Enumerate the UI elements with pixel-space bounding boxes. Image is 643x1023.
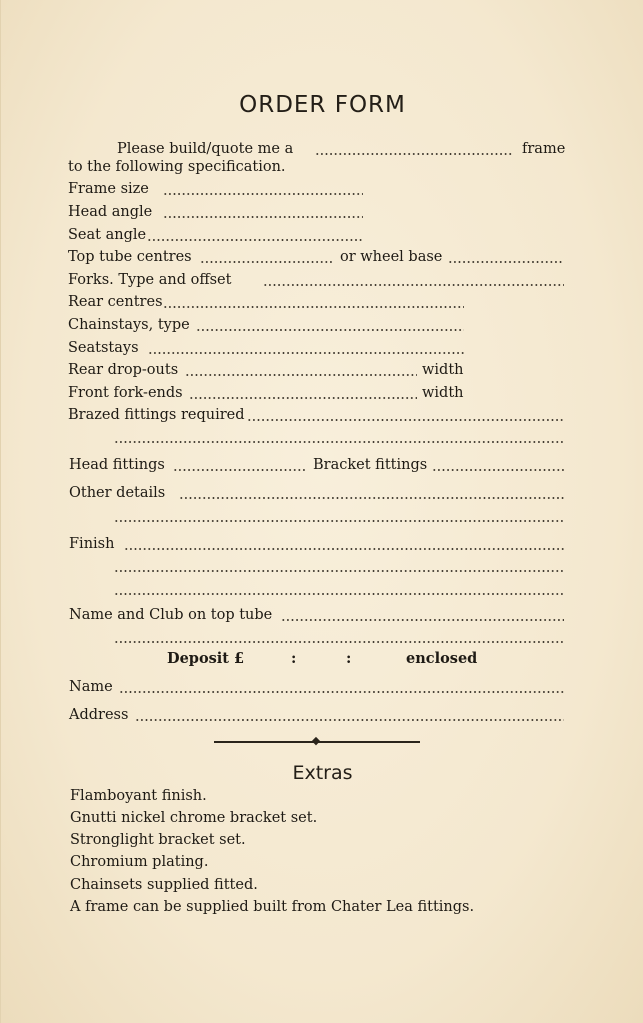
deposit-separator-2: :: [346, 650, 352, 667]
brazed-fittings-field[interactable]: [247, 419, 564, 421]
address-field[interactable]: [135, 719, 564, 721]
name-club-label: Name and Club on top tube: [69, 607, 273, 623]
frame-size-field[interactable]: [163, 193, 363, 195]
forks-label: Forks. Type and offset: [68, 272, 232, 288]
rear-dropouts-field[interactable]: [185, 374, 417, 376]
extras-item: A frame can be supplied built from Chater Lea fittings.: [70, 899, 475, 915]
extras-item: Flamboyant finish.: [70, 788, 207, 804]
rear-centres-label: Rear centres: [68, 294, 163, 310]
extras-item: Stronglight bracket set.: [70, 832, 246, 848]
head-fittings-label: Head fittings: [69, 457, 165, 473]
seatstays-field[interactable]: [148, 352, 464, 354]
extras-item: Chromium plating.: [70, 854, 209, 870]
front-fork-ends-width-label: width: [422, 385, 464, 401]
intro-prefix: Please build/quote me a: [117, 141, 294, 157]
deposit-separator-1: :: [291, 650, 297, 667]
head-angle-field[interactable]: [163, 216, 363, 218]
chainstays-field[interactable]: [196, 329, 464, 331]
bracket-fittings-label: Bracket fittings: [313, 457, 428, 473]
name-club-field-continued[interactable]: [114, 641, 564, 643]
name-field[interactable]: [119, 691, 564, 693]
rear-dropouts-label: Rear drop-outs: [68, 362, 179, 378]
deposit-label: Deposit £: [167, 650, 245, 667]
seat-angle-field[interactable]: [147, 239, 363, 241]
divider-ornament-icon: ◆: [311, 734, 321, 747]
head-fittings-field[interactable]: [173, 469, 305, 471]
seatstays-label: Seatstays: [68, 340, 139, 356]
head-angle-label: Head angle: [68, 204, 153, 220]
other-details-label: Other details: [69, 485, 166, 501]
deposit-enclosed: enclosed: [406, 650, 478, 667]
wheel-base-field[interactable]: [448, 261, 564, 263]
extras-title: Extras: [292, 762, 353, 784]
finish-label: Finish: [69, 536, 115, 552]
brazed-fittings-field-continued[interactable]: [114, 441, 564, 443]
frame-type-field[interactable]: [315, 153, 513, 155]
extras-item: Gnutti nickel chrome bracket set.: [70, 810, 318, 826]
finish-field[interactable]: [124, 548, 564, 550]
top-tube-field[interactable]: [200, 261, 333, 263]
bracket-fittings-field[interactable]: [432, 469, 564, 471]
name-club-field[interactable]: [281, 619, 564, 621]
forks-field[interactable]: [263, 284, 564, 286]
frame-size-label: Frame size: [68, 181, 149, 197]
address-label: Address: [69, 707, 129, 723]
wheel-base-label: or wheel base: [340, 249, 443, 265]
other-details-field[interactable]: [179, 497, 564, 499]
extras-item: Chainsets supplied fitted.: [70, 877, 258, 893]
intro-second-line: to the following specification.: [68, 159, 286, 175]
rear-dropouts-width-label: width: [422, 362, 464, 378]
finish-field-line-3[interactable]: [114, 593, 564, 595]
brazed-fittings-label: Brazed fittings required: [68, 407, 245, 423]
finish-field-line-2[interactable]: [114, 570, 564, 572]
front-fork-ends-field[interactable]: [189, 397, 417, 399]
page-title: ORDER FORM: [239, 92, 406, 118]
other-details-field-continued[interactable]: [114, 520, 564, 522]
chainstays-label: Chainstays, type: [68, 317, 190, 333]
rear-centres-field[interactable]: [163, 306, 464, 308]
top-tube-label: Top tube centres: [68, 249, 192, 265]
name-label: Name: [69, 679, 113, 695]
intro-suffix: frame: [522, 141, 566, 157]
seat-angle-label: Seat angle: [68, 227, 147, 243]
front-fork-ends-label: Front fork-ends: [68, 385, 183, 401]
